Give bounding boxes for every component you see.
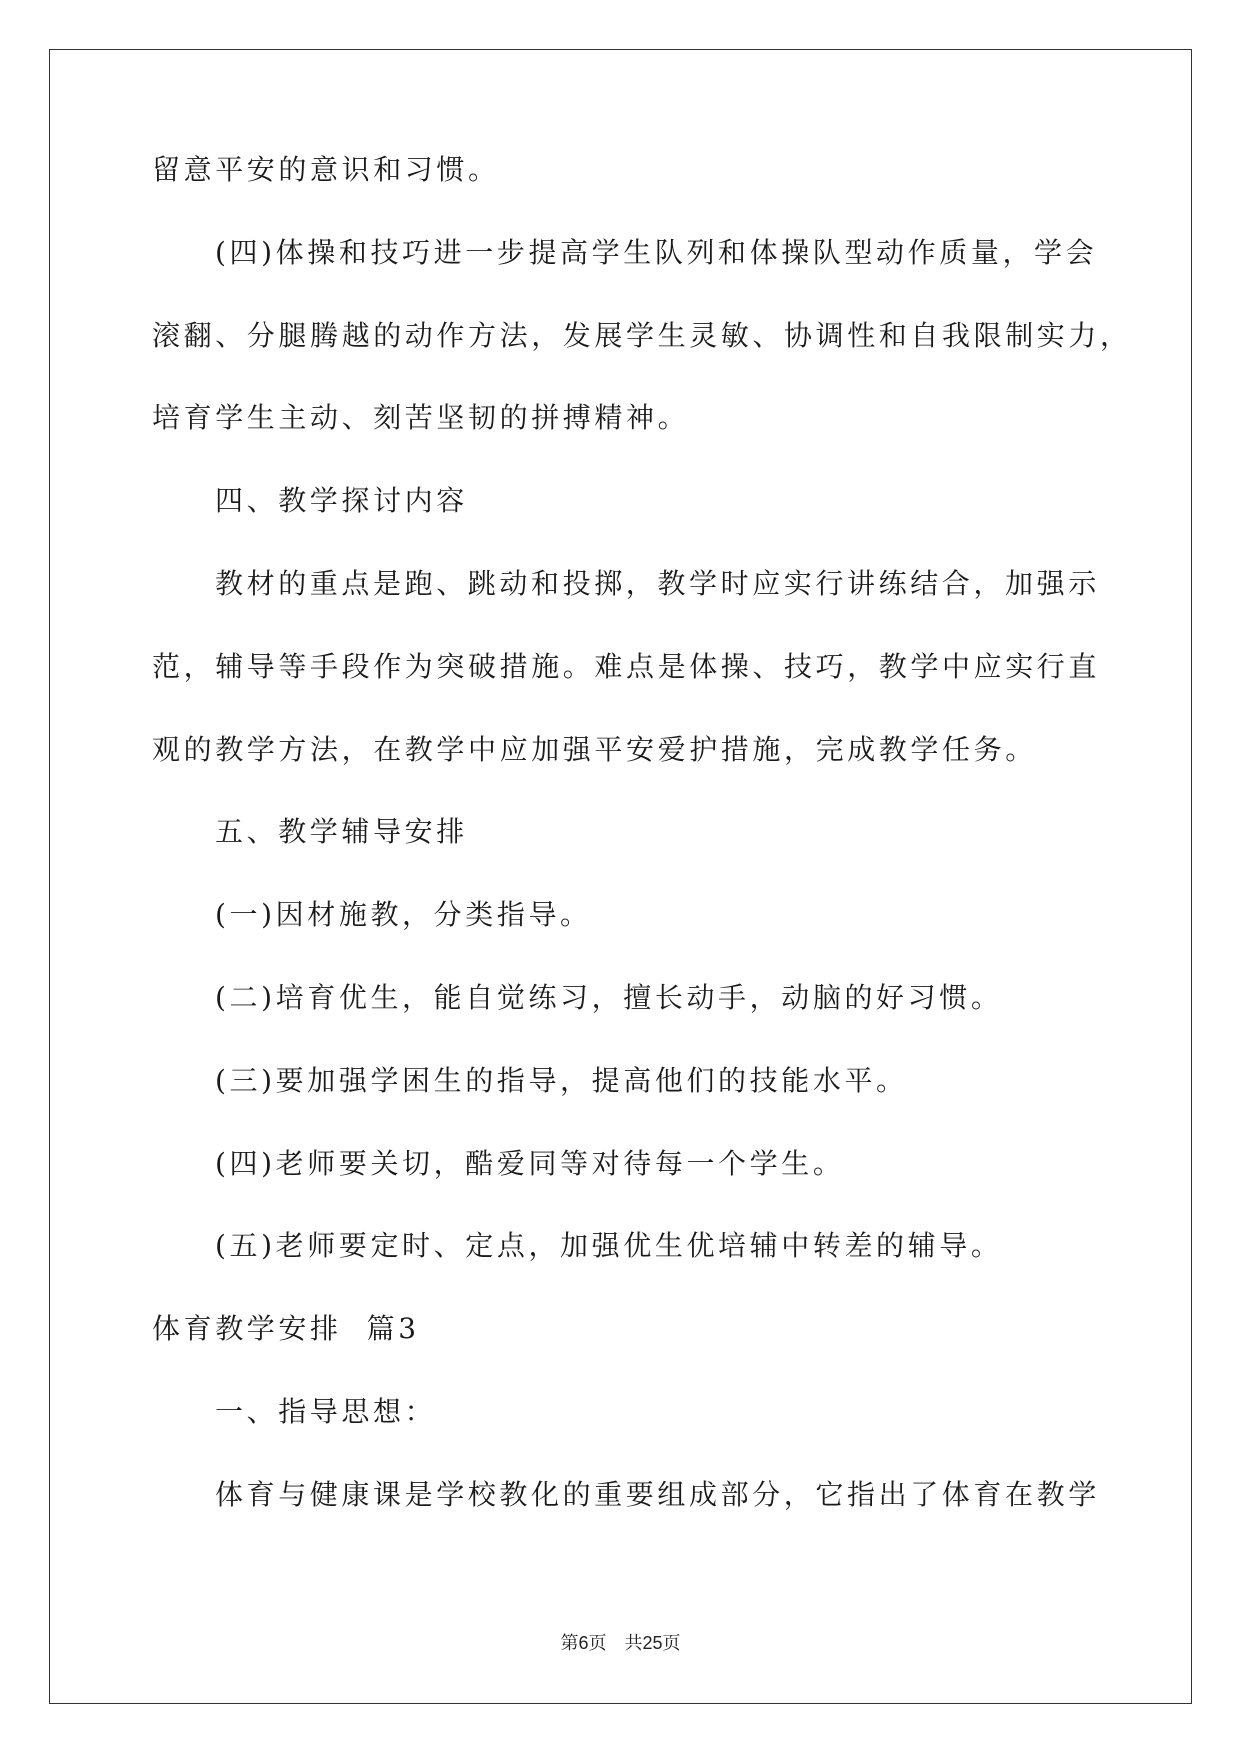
page-label-suffix: 页 (588, 1633, 607, 1654)
paragraph-line: 教材的重点是跑、跳动和投掷，教学时应实行讲练结合，加强示 (215, 566, 1100, 600)
page-footer (0, 1633, 1241, 1654)
paragraph-line: 培育学生主动、刻苦坚韧的拼搏精神。 (152, 401, 690, 435)
list-item: (一)因材施教，分类指导。 (215, 898, 592, 932)
list-item: (四)老师要关切，酷爱同等对待每一个学生。 (215, 1146, 845, 1180)
paragraph-line: 观的教学方法，在教学中应加强平安爱护措施，完成教学任务。 (152, 732, 1037, 766)
total-pages: 25 (642, 1633, 663, 1653)
paragraph-line: (四)体操和技巧进一步提高学生队列和体操队型动作质量，学会 (215, 235, 1098, 269)
paragraph-line: 滚翻、分腿腾越的动作方法，发展学生灵敏、协调性和自我限制实力， (152, 318, 1132, 352)
list-item: (二)培育优生，能自觉练习，擅长动手，动脑的好习惯。 (215, 980, 1003, 1014)
total-label-prefix: 共 (624, 1633, 643, 1654)
section-heading: 四、教学探讨内容 (215, 484, 468, 518)
page-number: 6 (578, 1633, 589, 1653)
document-body (152, 153, 1132, 1564)
section-heading: 一、指导思想： (215, 1394, 437, 1428)
page-label-prefix: 第 (560, 1633, 579, 1654)
total-label-suffix: 页 (662, 1633, 681, 1654)
paragraph-line: 体育与健康课是学校教化的重要组成部分，它指出了体育在教学 (215, 1477, 1100, 1511)
paragraph-line: 范，辅导等手段作为突破措施。难点是体操、技巧，教学中应实行直 (152, 649, 1101, 683)
paragraph-line: 留意平安的意识和习惯。 (152, 153, 500, 186)
section-heading: 五、教学辅导安排 (215, 815, 468, 849)
list-item: (五)老师要定时、定点，加强优生优培辅中转差的辅导。 (215, 1229, 1003, 1263)
list-item: (三)要加强学困生的指导，提高他们的技能水平。 (215, 1063, 908, 1097)
article-title: 体育教学安排 篇3 (152, 1312, 420, 1346)
